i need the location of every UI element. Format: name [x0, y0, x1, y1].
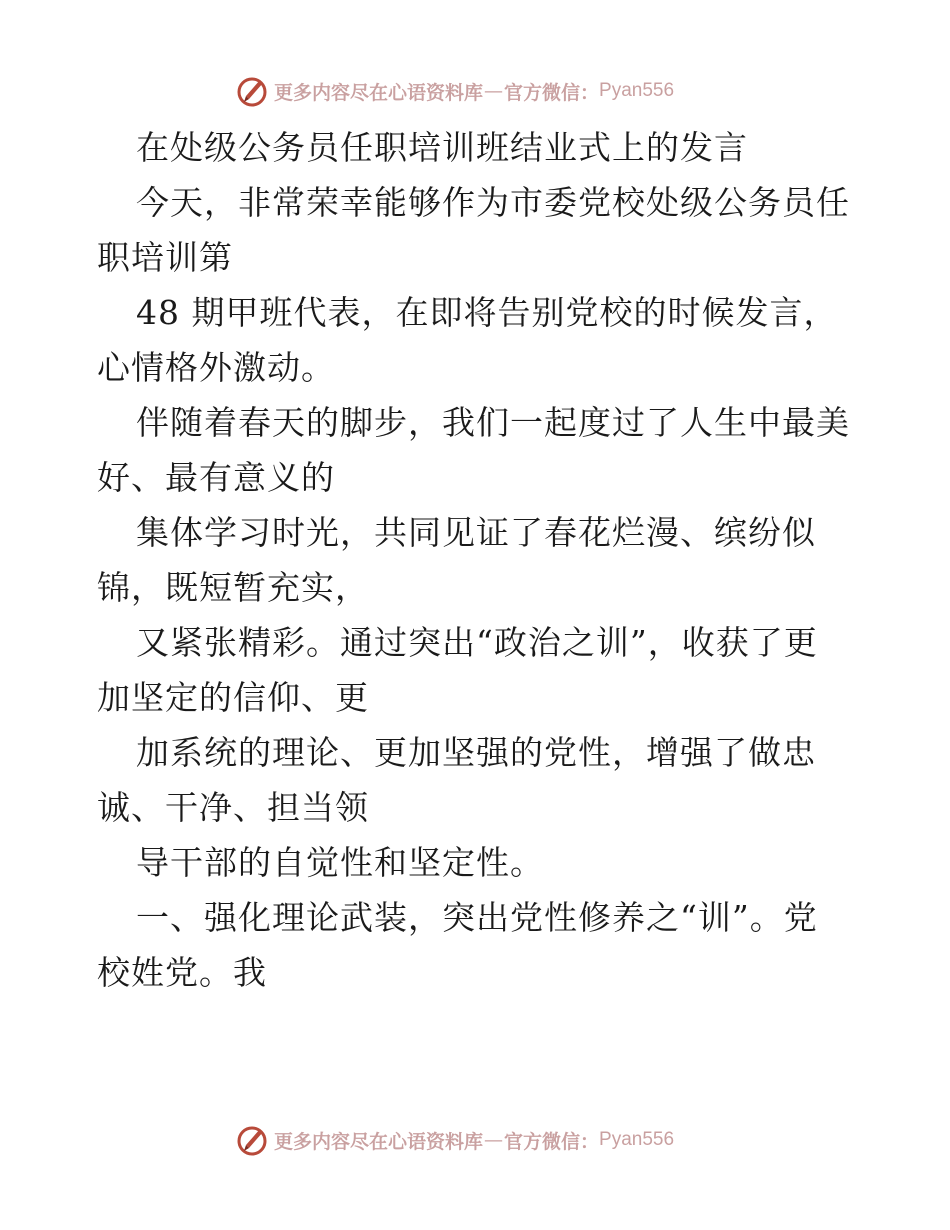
watermark-dash: — [484, 80, 504, 102]
watermark-text: 更多内容尽在心语资料库 [274, 1130, 484, 1153]
paragraph-line: 导干部的自觉性和坚定性。 [136, 843, 544, 882]
paragraph-line: 心情格外激动。 [97, 348, 335, 387]
paragraph-line: 集体学习时光，共同见证了春花烂漫、缤纷似 [136, 513, 816, 552]
paragraph-line: 又紧张精彩。通过突出“政治之训”，收获了更 [136, 623, 818, 662]
watermark-label: 官方微信： [504, 81, 600, 104]
watermark-id: Pyan556 [599, 1129, 675, 1150]
paragraph-line: 职培训第 [97, 238, 233, 277]
paragraph-line: 伴随着春天的脚步，我们一起度过了人生中最美 [136, 403, 850, 442]
footer-watermark [236, 1122, 756, 1158]
quill-seal-icon [236, 1123, 270, 1157]
watermark-label: 官方微信： [504, 1130, 600, 1153]
paragraph-line: 48 期甲班代表，在即将告别党校的时候发言， [136, 293, 838, 332]
paragraph-line: 好、最有意义的 [97, 458, 335, 497]
quill-seal-icon [236, 74, 270, 108]
paragraph-line: 今天，非常荣幸能够作为市委党校处级公务员任 [136, 183, 850, 222]
paragraph-line: 加坚定的信仰、更 [97, 678, 369, 717]
paragraph-line: 锦，既短暂充实， [97, 568, 369, 607]
header-watermark [236, 73, 756, 109]
watermark-id: Pyan556 [599, 80, 675, 101]
watermark-dash: — [484, 1129, 504, 1151]
document-body [97, 120, 857, 1000]
section-heading-line: 一、强化理论武装，突出党性修养之“训”。党 [136, 898, 818, 937]
watermark-text: 更多内容尽在心语资料库 [274, 81, 484, 104]
paragraph-line: 加系统的理论、更加坚强的党性，增强了做忠 [136, 733, 816, 772]
paragraph-line: 诚、干净、担当领 [97, 788, 369, 827]
document-title: 在处级公务员任职培训班结业式上的发言 [136, 128, 748, 167]
paragraph-line: 校姓党。我 [97, 953, 267, 992]
